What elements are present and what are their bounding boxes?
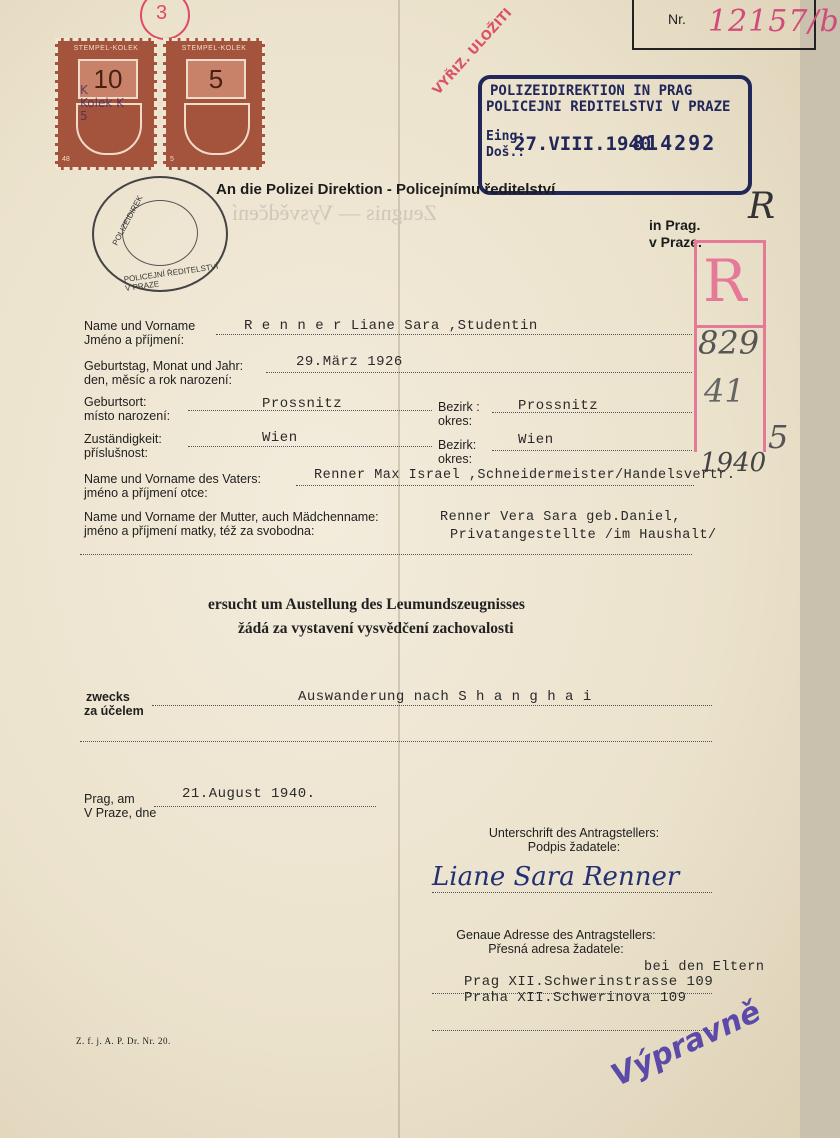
receipt-eing-label: Eing: — [486, 129, 526, 144]
receipt-stamp-line1: POLIZEIDIREKTION IN PRAG — [490, 83, 693, 99]
receipt-dos-label: Doš.: — [486, 145, 526, 160]
mother-label: Name und Vorname der Mutter, auch Mädchenname: jméno a příjmení matky, též za svobodna: — [84, 510, 379, 538]
father-line — [296, 485, 694, 486]
registered-r-stamp — [694, 240, 766, 328]
signature-line — [432, 892, 712, 893]
receipt-date: 27.VIII.1940 — [514, 133, 652, 155]
jurisdiction-district-label: Bezirk: okres: — [438, 438, 477, 466]
red-circle-mark — [140, 0, 190, 40]
purpose-label: zwecks za účelem — [84, 690, 144, 718]
address-line2: Praha XII.Schwerinova 109 — [464, 990, 687, 1006]
margin-note-r: R — [748, 186, 776, 227]
birth-date-value: 29.März 1926 — [296, 354, 403, 370]
revenue-stamp-bottom: 5 — [170, 156, 174, 163]
location-cz: v Praze. — [649, 234, 702, 250]
circle-mark-number: 3 — [156, 2, 168, 24]
receipt-number: 814292 — [632, 131, 717, 155]
purpose-line-2 — [80, 741, 712, 742]
revenue-stamp-top: STEMPEL-KOLEK — [181, 45, 247, 52]
father-value: Renner Max Israel ,Schneidermeister/Handelsvertr. — [314, 468, 736, 483]
receipt-stamp-line2: POLICEJNI REDITELSTVI V PRAZE — [486, 99, 731, 115]
mother-value-line1: Renner Vera Sara geb.Daniel, — [440, 510, 681, 525]
birth-place-value: Prossnitz — [262, 396, 343, 412]
seal-left-text: POLIZEIDIREK — [110, 194, 145, 247]
jurisdiction-value: Wien — [262, 430, 298, 446]
number-value: 12157/b — [708, 4, 840, 39]
jurisdiction-label: Zuständigkeit: příslušnost: — [84, 432, 162, 460]
request-de: ersucht um Austellung des Leumundszeugnisses — [208, 596, 525, 613]
jurisdiction-district-line — [492, 450, 692, 451]
number-label: Nr. — [668, 11, 686, 27]
location-de: in Prag. — [649, 217, 701, 233]
jurisdiction-line — [188, 446, 432, 447]
place-date-value: 21.August 1940. — [182, 786, 316, 802]
purpose-value: Auswanderung nach S h a n g h a i — [298, 689, 592, 705]
police-receipt-stamp — [478, 75, 752, 195]
signature-label: Unterschrift des Antragstellers: Podpis žadatele: — [488, 826, 660, 854]
revenue-stamp-value: 5 — [186, 59, 246, 99]
ghost-title: Zeugnis — Vysvědčení — [232, 200, 437, 225]
page-fold — [398, 0, 400, 1138]
place-date-label: Prag, am V Praze, dne — [84, 792, 157, 820]
mother-line — [80, 554, 692, 555]
dispatch-stamp: Výpravně — [606, 994, 767, 1094]
jurisdiction-district-value: Wien — [518, 432, 554, 448]
police-seal — [92, 176, 228, 292]
request-cz: žádá za vystavení vysvědčení zachovalosti — [238, 620, 514, 637]
revenue-stamp-5 — [163, 38, 265, 170]
birth-place-label: Geburtsort: místo narození: — [84, 395, 171, 423]
birth-district-value: Prossnitz — [518, 398, 599, 414]
mother-value-line2: Privatangestellte /im Haushalt/ — [450, 528, 717, 543]
name-value: R e n n e r Liane Sara ,Studentin — [244, 318, 538, 334]
margin-number-5: 5 — [768, 418, 789, 456]
name-line — [216, 334, 692, 335]
side-stamp-text: VYŘIZ. ULOŽITI — [430, 5, 516, 99]
r-stamp-letter: R — [703, 247, 747, 315]
seal-bottom-text: POLICEJNÍ ŘEDITELSTVÍ V PRAZE — [123, 261, 219, 294]
revenue-stamp-top: STEMPEL-KOLEK — [73, 45, 139, 52]
address-label: Genaue Adresse des Antragstellers: Přesná adresa žadatele: — [456, 928, 656, 956]
place-date-line — [154, 806, 376, 807]
revenue-stamp-bottom: 48 — [62, 156, 70, 163]
lion-shield-icon — [184, 103, 250, 155]
birth-date-line — [266, 372, 692, 373]
applicant-signature: Liane Sara Renner — [432, 862, 680, 892]
address-line1: Prag XII.Schwerinstrasse 109 — [464, 974, 714, 990]
revenue-stamp-value: 10 — [78, 59, 138, 99]
address-line0: bei den Eltern — [644, 960, 765, 975]
purpose-line — [152, 705, 712, 706]
addressee: An die Polizei Direktion - Policejnímu ředitelství — [216, 181, 556, 198]
margin-number-41: 41 — [704, 372, 745, 410]
margin-number-829: 829 — [698, 324, 760, 362]
revenue-overprint: K Kolek K 5 — [80, 83, 124, 123]
birth-date-label: Geburtstag, Monat und Jahr: den, měsíc a rok narození: — [84, 359, 244, 387]
father-label: Name und Vorname des Vaters: jméno a příjmení otce: — [84, 472, 261, 500]
margin-number-1940: 1940 — [700, 448, 767, 478]
birth-district-label: Bezirk : okres: — [438, 400, 480, 428]
form-id: Z. f. j. A. P. Dr. Nr. 20. — [76, 1036, 171, 1046]
name-label: Name und Vorname Jméno a příjmení: — [84, 319, 196, 347]
